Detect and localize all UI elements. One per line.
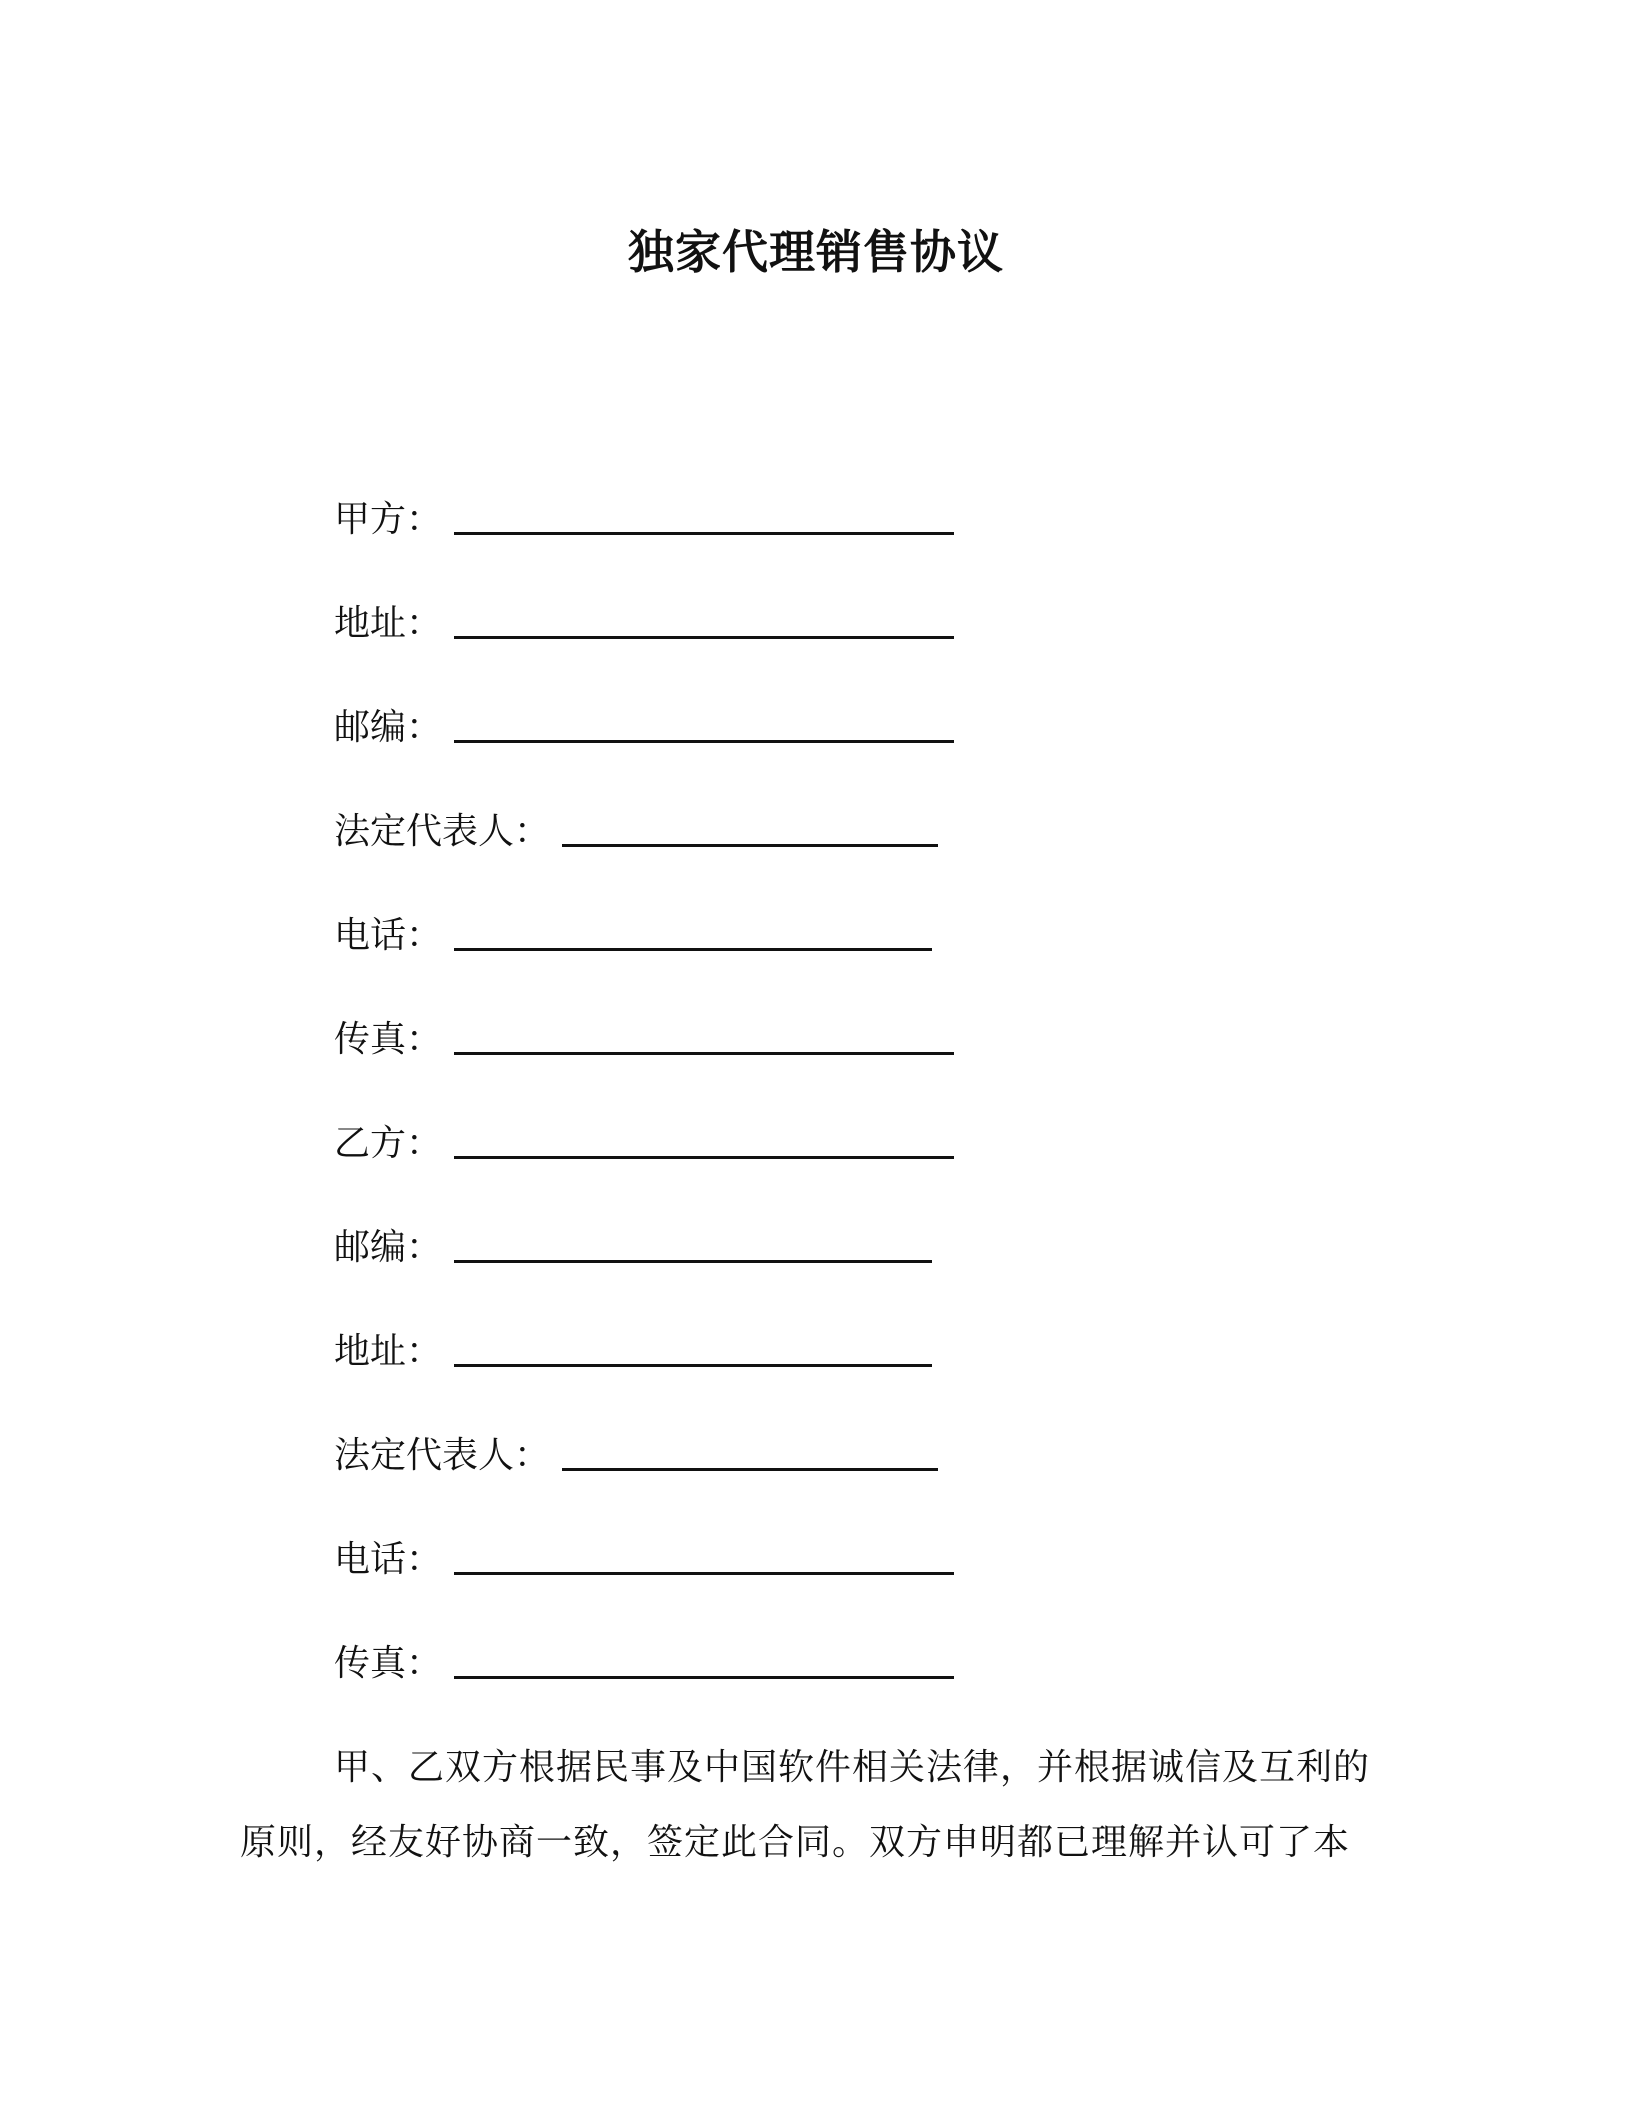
document-title: 独家代理销售协议: [628, 225, 1004, 279]
fill-in-blank[interactable]: [454, 1322, 932, 1367]
fill-in-blank[interactable]: [454, 1530, 954, 1575]
field-label: 甲方：: [334, 499, 443, 540]
fill-in-blank[interactable]: [454, 906, 932, 951]
field-label: 传真：: [334, 1643, 443, 1684]
party-a-phone-field: [334, 906, 954, 1010]
party-a-name-field: [334, 490, 954, 594]
fill-in-blank[interactable]: [454, 1634, 954, 1679]
party-a-legal-rep-field: [334, 802, 954, 906]
party-a-address-field: [334, 594, 954, 698]
field-label: 电话：: [334, 915, 443, 956]
field-label: 法定代表人：: [334, 811, 551, 852]
party-a-fax-field: [334, 1010, 954, 1114]
field-label: 邮编：: [334, 1227, 443, 1268]
fill-in-blank[interactable]: [562, 1426, 938, 1471]
field-label: 传真：: [334, 1019, 443, 1060]
field-label: 法定代表人：: [334, 1435, 551, 1476]
fill-in-blank[interactable]: [454, 1114, 954, 1159]
fill-in-blank[interactable]: [454, 1010, 954, 1055]
fill-in-blank[interactable]: [454, 698, 954, 743]
field-label: 邮编：: [334, 707, 443, 748]
party-b-postcode-field: [334, 1218, 954, 1322]
fill-in-blank[interactable]: [454, 1218, 932, 1263]
field-label: 乙方：: [334, 1123, 443, 1164]
fill-in-blank[interactable]: [454, 594, 954, 639]
party-b-address-field: [334, 1322, 954, 1426]
fill-in-blank[interactable]: [562, 802, 938, 847]
party-b-name-field: [334, 1114, 954, 1218]
field-label: 地址：: [334, 603, 443, 644]
party-info-list: [334, 490, 954, 1738]
field-label: 电话：: [334, 1539, 443, 1580]
party-b-legal-rep-field: [334, 1426, 954, 1530]
party-b-phone-field: [334, 1530, 954, 1634]
field-label: 地址：: [334, 1331, 443, 1372]
fill-in-blank[interactable]: [454, 490, 954, 535]
agreement-preamble: 甲、乙双方根据民事及中国软件相关法律，并根据诚信及互利的原则，经友好协商一致，签定此合同。双方申明都已理解并认可了本: [240, 1747, 1371, 1863]
party-b-fax-field: [334, 1634, 954, 1738]
party-a-postcode-field: [334, 698, 954, 802]
